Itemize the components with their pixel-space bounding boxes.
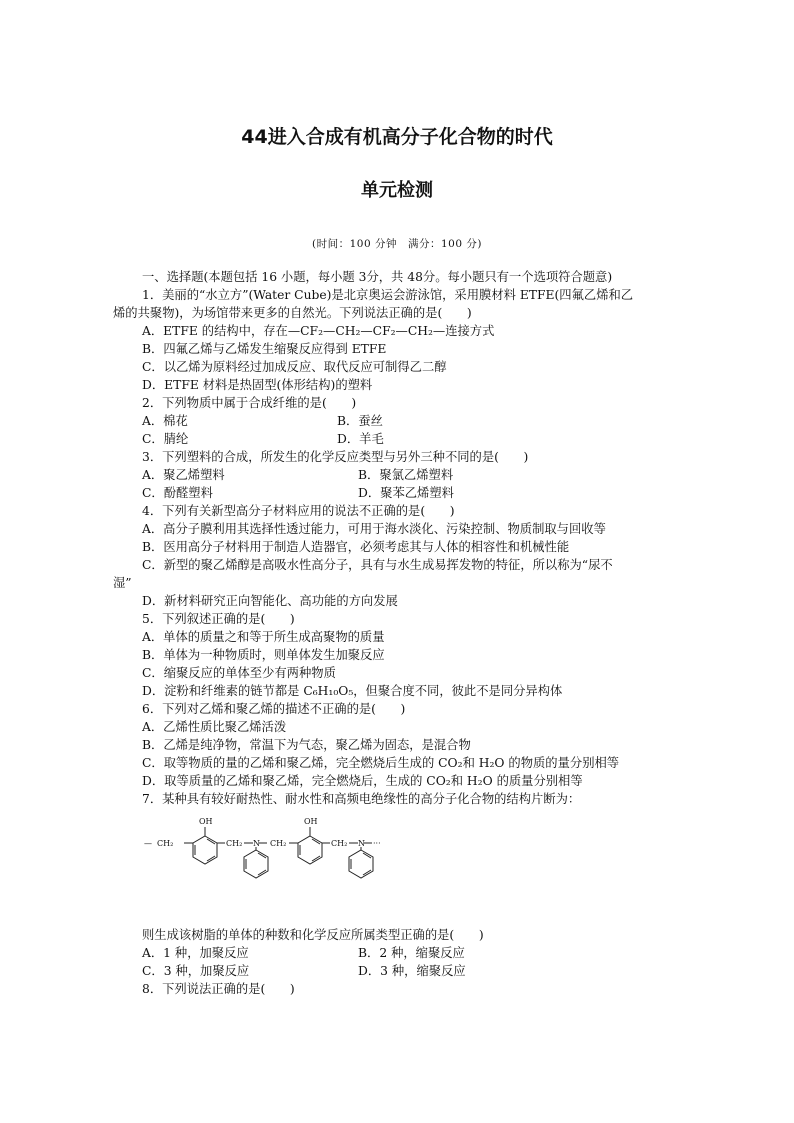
- n-label-2: N: [358, 839, 365, 848]
- q2-option-c: C．腈纶: [142, 432, 189, 446]
- q8-stem: 8．下列说法正确的是( ): [142, 982, 295, 996]
- page-title: 44进入合成有机高分子化合物的时代: [241, 126, 553, 148]
- q2-option-a: A．棉花: [142, 414, 188, 428]
- q7-option-c: C．3 种，加聚反应: [142, 964, 250, 978]
- q5-option-d: D．淀粉和纤维素的链节都是 C₆H₁₀O₅，但聚合度不同，彼此不是同分异构体: [142, 684, 563, 698]
- q4-stem: 4．下列有关新型高分子材料应用的说法不正确的是( ): [142, 504, 455, 518]
- q6-option-d: D．取等质量的乙烯和聚乙烯，完全燃烧后，生成的 CO₂和 H₂O 的质量分别相等: [142, 774, 583, 788]
- ch2-label-1: CH₂: [157, 839, 174, 848]
- q5-option-b: B．单体为一种物质时，则单体发生加聚反应: [142, 648, 385, 662]
- q2-option-d: D．羊毛: [337, 432, 384, 446]
- aniline-ring-1: [244, 850, 268, 878]
- q3-options-row1: [113, 466, 683, 484]
- n-label-1: N: [253, 839, 260, 848]
- q3-option-a: A．聚乙烯塑料: [142, 468, 225, 482]
- q4-option-a: A．高分子膜利用其选择性透过能力，可用于海水淡化、污染控制、物质制取与回收等: [142, 522, 606, 536]
- q7-option-b: B．2 种，缩聚反应: [358, 946, 465, 960]
- oh-label-1: OH: [199, 817, 213, 826]
- q1-option-a: A．ETFE 的结构中，存在—CF₂—CH₂—CF₂—CH₂—连接方式: [142, 324, 495, 338]
- q5-option-c: C．缩聚反应的单体至少有两种物质: [142, 666, 336, 680]
- q7-options-row2: [113, 962, 683, 980]
- q6-option-c: C．取等物质的量的乙烯和聚乙烯，完全燃烧后生成的 CO₂和 H₂O 的物质的量分别相等: [142, 756, 620, 770]
- q7-follow-up: 则生成该树脂的单体的种数和化学反应所属类型正确的是( ): [142, 928, 484, 942]
- q2-stem: 2．下列物质中属于合成纤维的是( ): [142, 396, 357, 410]
- q3-stem: 3．下列塑料的合成，所发生的化学反应类型与另外三种不同的是( ): [142, 450, 529, 464]
- q6-option-a: A．乙烯性质比聚乙烯活泼: [142, 720, 287, 734]
- q2-options-row1: [113, 412, 683, 430]
- q2-options-row2: [113, 430, 683, 448]
- q6-option-b: B．乙烯是纯净物，常温下为气态，聚乙烯为固态，是混合物: [142, 738, 471, 752]
- page-subtitle: 单元检测: [361, 180, 433, 201]
- q6-stem: 6．下列对乙烯和聚乙烯的描述不正确的是( ): [142, 702, 406, 716]
- q4-option-b: B．医用高分子材料用于制造人造器官，必须考虑其与人体的相容性和机械性能: [142, 540, 570, 554]
- q1-stem-line1: 1．美丽的“水立方”(Water Cube)是北京奥运会游泳馆，采用膜材料 ETFE(四氟乙烯和乙: [142, 288, 634, 302]
- q4-option-c-line1: C．新型的聚乙烯醇是高吸水性高分子，具有与水生成易挥发物的特征，所以称为“尿不: [142, 558, 613, 572]
- chain-start-dash: —: [144, 839, 152, 848]
- q5-option-a: A．单体的质量之和等于所生成高聚物的质量: [142, 630, 385, 644]
- exam-info: (时间：100 分钟 满分：100 分): [312, 238, 482, 250]
- q4-option-d: D．新材料研究正向智能化、高功能的方向发展: [142, 594, 398, 608]
- q1-option-c: C．以乙烯为原料经过加成反应、取代反应可制得乙二醇: [142, 360, 447, 374]
- q5-stem: 5．下列叙述正确的是( ): [142, 612, 295, 626]
- q7-structure-diagram: [113, 814, 683, 920]
- q2-option-b: B．蚕丝: [337, 414, 383, 428]
- q1-option-b: B．四氟乙烯与乙烯发生缩聚反应得到 ETFE: [142, 342, 387, 356]
- oh-label-2: OH: [304, 817, 318, 826]
- q7-option-a: A．1 种，加聚反应: [142, 946, 249, 960]
- question-list: [113, 268, 683, 998]
- chain-end-dots: ···: [373, 839, 381, 848]
- ch2-label-4: CH₂: [331, 839, 348, 848]
- q1-stem-line2: 烯的共聚物)，为场馆带来更多的自然光。下列说法正确的是( ): [113, 306, 472, 320]
- q7-options-row1: [113, 944, 683, 962]
- ch2-label-2: CH₂: [226, 839, 243, 848]
- aniline-ring-2: [349, 850, 373, 878]
- phenol-ring-1: [193, 836, 217, 864]
- q3-option-d: D．聚苯乙烯塑料: [358, 486, 454, 500]
- q1-option-d: D．ETFE 材料是热固型(体形结构)的塑料: [142, 378, 373, 392]
- q3-option-b: B．聚氯乙烯塑料: [358, 468, 454, 482]
- phenol-ring-2: [298, 836, 322, 864]
- q3-option-c: C．酚醛塑料: [142, 486, 213, 500]
- q3-options-row2: [113, 484, 683, 502]
- q4-option-c-line2: 湿”: [113, 576, 132, 590]
- ch2-label-3: CH₂: [270, 839, 287, 848]
- q7-option-d: D．3 种，缩聚反应: [358, 964, 466, 978]
- q7-stem: 7．某种具有较好耐热性、耐水性和高频电绝缘性的高分子化合物的结构片断为：: [142, 792, 581, 806]
- section-heading: 一、选择题(本题包括 16 小题，每小题 3分，共 48分。每小题只有一个选项符合题意): [142, 270, 613, 284]
- polymer-structure-figure: [143, 814, 433, 918]
